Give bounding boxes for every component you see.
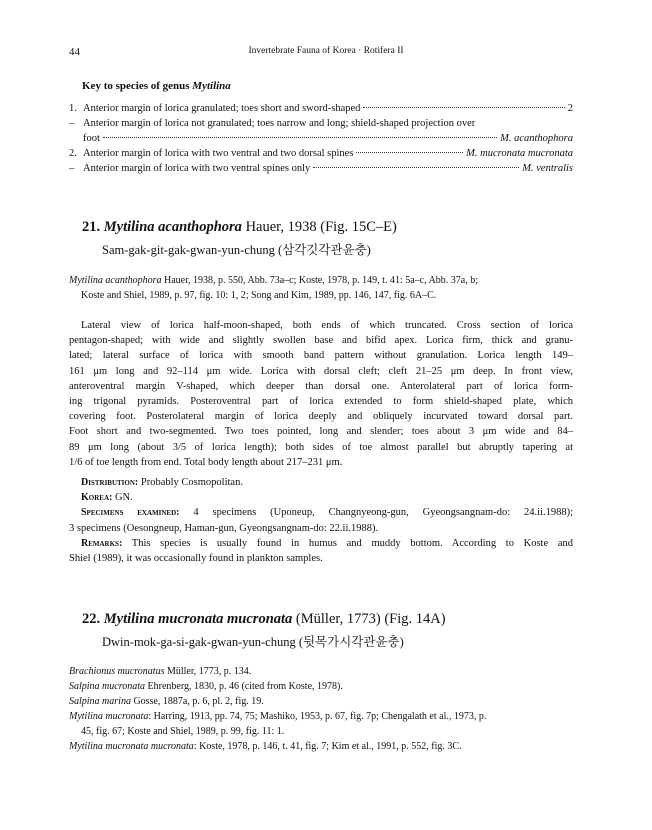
synonymy-entry: Mytilina mucronata: Harring, 1913, pp. 74, 75; Mashiko, 1953, p. 67, fig. 7p; Chengalath et al., 1973, p. [69,711,487,722]
page-number: 44 [69,46,80,58]
synonymy-entry: Mytilina mucronata mucronata: Koste, 1978, p. 146, t. 41, fig. 7; Kim et al., 1991, p. 552, fig. 3C. [69,741,462,752]
synonymy-entry: Brachionus mucronatus Müller, 1773, p. 134. [69,666,252,677]
synonymy-entry: Koste and Shiel, 1989, p. 97, fig. 10: 1, 2; Song and Kim, 1989, pp. 146, 147, fig. 6A–C. [81,290,437,301]
distribution: Distribution: Probably Cosmopolitan. [81,477,243,488]
species-key [69,101,573,176]
synonymy-entry: Salpina mucronata Ehrenberg, 1830, p. 46 (cited from Koste, 1978). [69,681,343,692]
species-heading: 21. Mytilina acanthophora Hauer, 1938 (Fig. 15C–E) [82,219,397,235]
key-title: Key to species of genus Mytilina [82,80,231,92]
synonymy-list [69,664,579,754]
description-paragraph: Lateral view of lorica half-moon-shaped, both ends of which truncated. Cross section of lorica pentagon-shaped; with wide and slightly swollen base and bifid apex. Lorica firm, thick and granu- lated; lateral surface of lorica with smooth band pattern without granulation. Lorica length 149– 161 μm long and 92–114 μm wide. Lorica with dorsal cleft; cleft 21–25 μm deep. In front view, anteroventral margin V-shaped, which deeper than dorsal one. Anterolateral part of lorica form- ing trigonal pyramids. Posteroventral part of lorica extended to form shield-shaped plate, which covering foot. Posterolateral margin of lorica deeply and obliquely incurvated toward dorsal part. Foot short and two-segmented. Two toes pointed, long and slender; toes about 3 μm wide and 84– 89 μm long (about 3/5 of lorica length); both sides of toe almost parallel but abruptly tapering at 1/6 of toe length from end. Total body length about 217–231 μm. [69,320,573,468]
specimens-examined: Specimens examined: 4 specimens (Uponeup, Changnyeong-gun, Gyeongsangnam-do: 24.ii.1988); [81,507,573,519]
key-item: – Anterior margin of lorica not granulated; toes narrow and long; shield-shaped projection over [69,118,476,129]
synonymy-entry: Salpina marina Gosse, 1887a, p. 6, pl. 2, fig. 19. [69,696,264,707]
key-item: foot M. acanthophora [83,133,573,144]
leader-dots [356,152,463,153]
synonymy-list [69,273,579,303]
synonymy-entry: 45, fig. 67; Koste and Shiel, 1989, p. 99, fig. 11: 1. [81,726,285,737]
remarks: Remarks: This species is usually found in humus and muddy bottom. According to Koste and [81,537,573,549]
key-item: 1. Anterior margin of lorica granulated; toes short and sword-shaped 2 [69,103,573,114]
leader-dots [103,137,497,138]
korea-distribution: Korea: GN. [81,492,133,504]
synonymy-entry: Mytilina acanthophora Hauer, 1938, p. 550, Abb. 73a–c; Koste, 1978, p. 149, t. 41: 5a–c, Abb. 37a, b; [69,275,479,286]
leader-dots [363,107,564,108]
korean-name: Sam-gak-git-gak-gwan-yun-chung (삼각깃각관윤충) [102,243,371,257]
key-item: 2. Anterior margin of lorica with two ventral and two dorsal spines M. mucronata mucronata [69,148,573,159]
leader-dots [313,167,519,168]
species-notes: Distribution: Probably Cosmopolitan. Korea: GN. Specimens examined: 4 specimens (Uponeup, Changnyeong-gun, Gyeongsangnam-do: 24.ii.1988); 3 specimens (Oesongneup, Haman-gun, Gyeongsangnam-do: 22.ii.1988). Remarks: This species is usually found in humus and muddy bottom. According to Koste and Shiel (1989), it was occasionally found in plankton samples. [69,477,573,564]
species-heading: 22. Mytilina mucronata mucronata (Müller, 1773) (Fig. 14A) [82,611,446,627]
running-title: Invertebrate Fauna of Korea · Rotifera II [248,46,404,56]
key-item: – Anterior margin of lorica with two ventral spines only M. ventralis [69,163,573,174]
korean-name: Dwin-mok-ga-si-gak-gwan-yun-chung (뒷목가시각관윤충) [102,635,404,649]
